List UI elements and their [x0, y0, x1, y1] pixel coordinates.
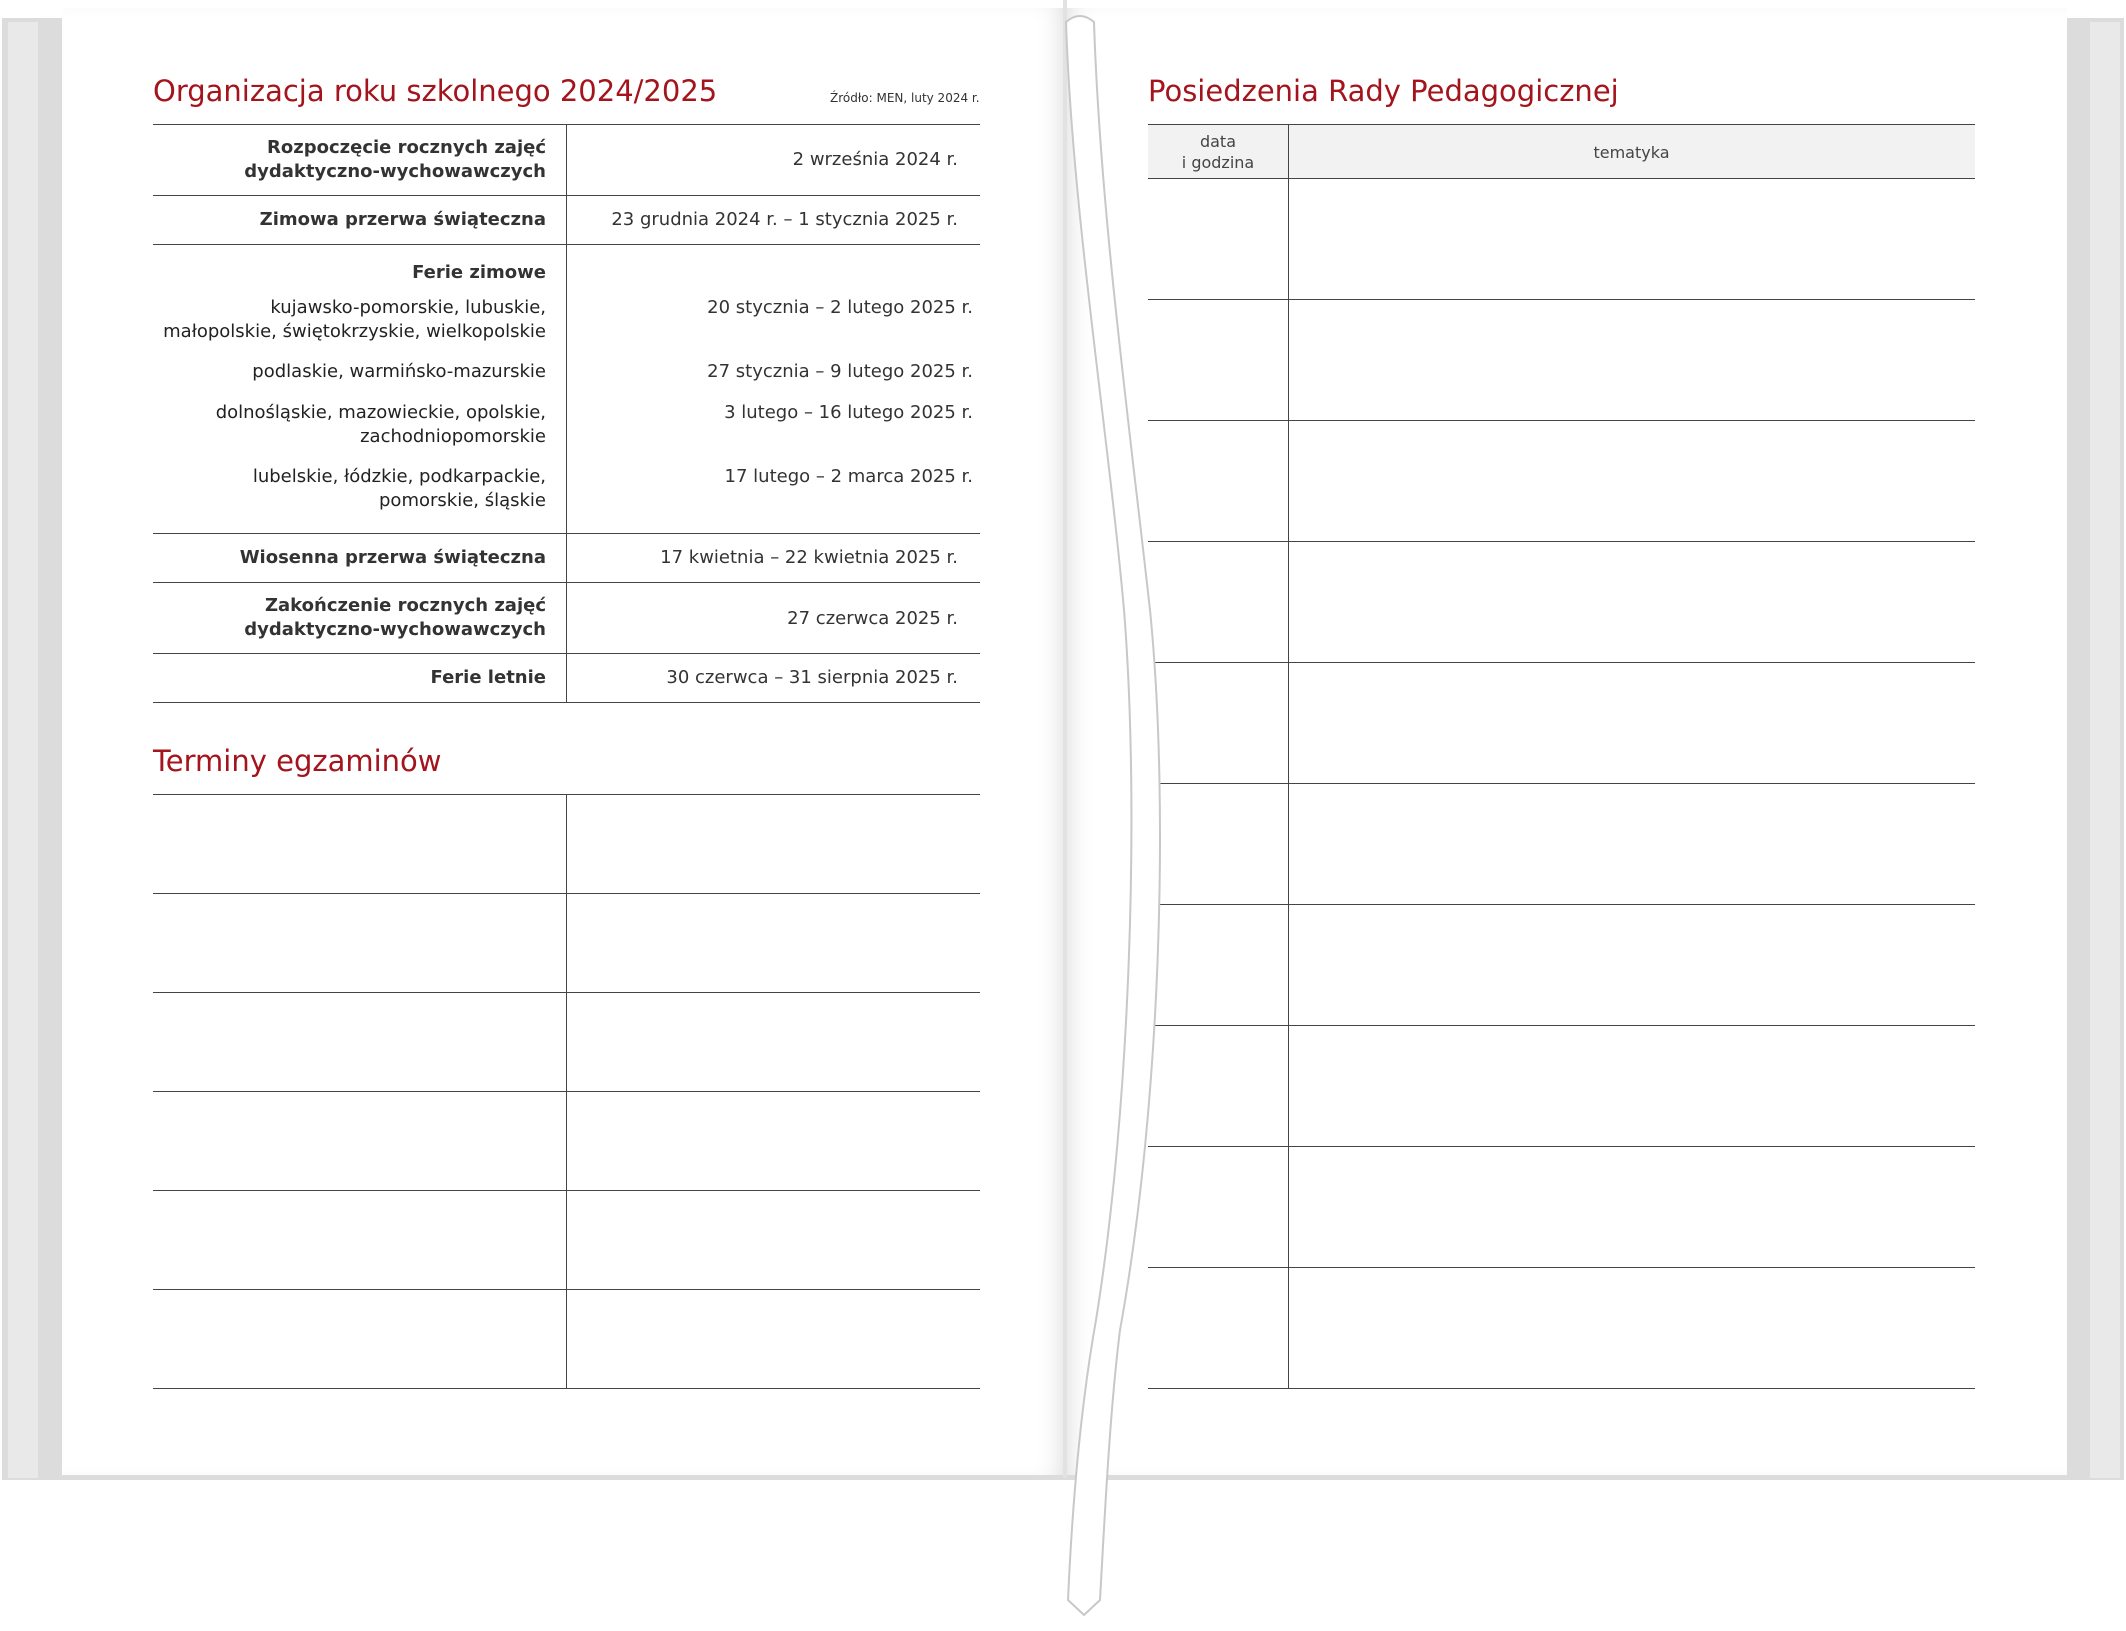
org-table-column-divider — [566, 124, 567, 702]
meetings-row-rule — [1148, 662, 1975, 663]
winter-break-regions: lubelskie, łódzkie, podkarpackie, pomorskie, śląskie — [252, 466, 546, 511]
column-header-topics: tematyka — [1593, 143, 1670, 162]
cover-edge-left — [8, 22, 38, 1478]
table-row-label: Rozpoczęcie rocznych zajęć dydaktyczno-wychowawczych — [244, 137, 546, 182]
winter-break-regions: kujawsko-pomorskie, lubuskie, małopolskie, świętokrzyskie, wielkopolskie — [163, 297, 546, 342]
meetings-row-rule — [1148, 420, 1975, 421]
winter-break-regions: podlaskie, warmińsko-mazurskie — [252, 361, 546, 382]
source-note: Źródło: MEN, luty 2024 r. — [830, 91, 980, 105]
meetings-table-header-rule — [1148, 178, 1975, 179]
meetings-row-rule — [1148, 299, 1975, 300]
meetings-row-rule — [1148, 541, 1975, 542]
meetings-row-rule — [1148, 783, 1975, 784]
exam-grid-row-rule — [153, 1388, 980, 1389]
table-row-label: Zimowa przerwa świąteczna — [259, 209, 546, 230]
table-row-label: Ferie letnie — [430, 667, 546, 688]
winter-break-dates: 27 stycznia – 9 lutego 2025 r. — [707, 361, 973, 382]
council-meetings-title: Posiedzenia Rady Pedagogicznej — [1148, 74, 1619, 108]
winter-break-dates: 17 lutego – 2 marca 2025 r. — [724, 466, 973, 487]
meetings-row-rule — [1148, 904, 1975, 905]
table-row-value: 23 grudnia 2024 r. – 1 stycznia 2025 r. — [611, 209, 958, 230]
table-row-value: 27 czerwca 2025 r. — [787, 608, 958, 629]
column-header-date-time: data i godzina — [1181, 132, 1255, 172]
meetings-row-rule — [1148, 1025, 1975, 1026]
org-table-bottom-rule — [153, 702, 980, 703]
exam-grid-column-divider — [566, 794, 567, 1388]
table-row-label: Zakończenie rocznych zajęć dydaktyczno-wychowawczych — [244, 595, 546, 640]
cover-edge-right — [2090, 22, 2120, 1478]
ribbon-bookmark — [1060, 10, 1200, 1630]
meetings-column-divider — [1288, 124, 1289, 1388]
winter-break-heading: Ferie zimowe — [412, 262, 546, 283]
right-page — [1065, 8, 2067, 1475]
meetings-table-top-rule — [1148, 124, 1975, 125]
meetings-row-rule — [1148, 1146, 1975, 1147]
table-row-value: 17 kwietnia – 22 kwietnia 2025 r. — [660, 547, 958, 568]
table-row-value: 2 września 2024 r. — [792, 149, 958, 170]
organization-title: Organizacja roku szkolnego 2024/2025 — [153, 74, 718, 108]
winter-break-dates: 20 stycznia – 2 lutego 2025 r. — [707, 297, 973, 318]
table-row-label: Wiosenna przerwa świąteczna — [239, 547, 546, 568]
meetings-row-rule — [1148, 1388, 1975, 1389]
meetings-row-rule — [1148, 1267, 1975, 1268]
exams-title: Terminy egzaminów — [153, 744, 442, 778]
winter-break-dates: 3 lutego – 16 lutego 2025 r. — [724, 402, 973, 423]
table-row-value: 30 czerwca – 31 sierpnia 2025 r. — [666, 667, 958, 688]
winter-break-regions: dolnośląskie, mazowieckie, opolskie, zachodniopomorskie — [215, 402, 546, 447]
